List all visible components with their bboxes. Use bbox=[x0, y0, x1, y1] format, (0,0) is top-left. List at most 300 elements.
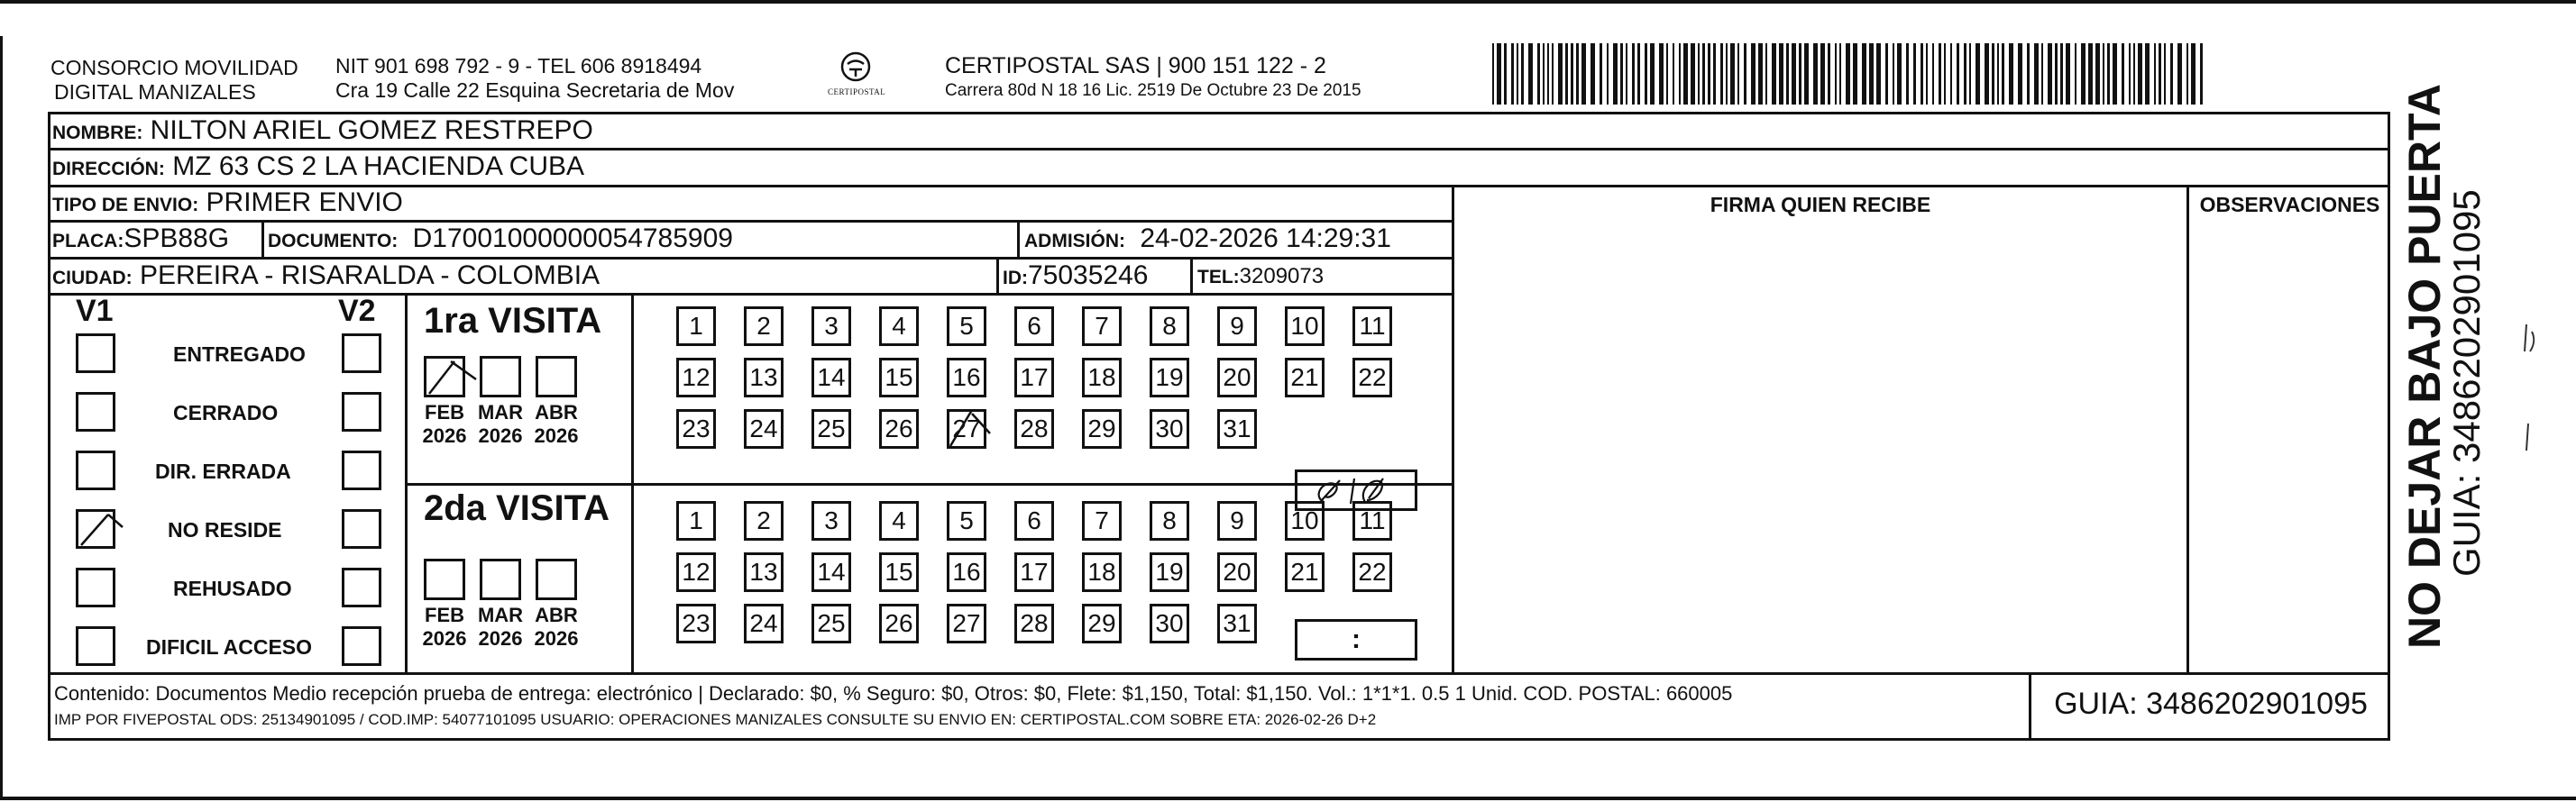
barcode-bar bbox=[1869, 43, 1874, 105]
first-visit-day[interactable] bbox=[1150, 358, 1189, 397]
company-address: Cra 19 Calle 22 Esquina Secretaria de Mov bbox=[335, 78, 735, 102]
day-number: 3 bbox=[824, 506, 839, 534]
day-number: 19 bbox=[1155, 558, 1184, 586]
day-number: 11 bbox=[1359, 312, 1386, 340]
day-number: 1 bbox=[689, 506, 703, 534]
day-number: 10 bbox=[1290, 506, 1319, 534]
day-number: 12 bbox=[682, 363, 710, 391]
day-number: 31 bbox=[1223, 415, 1251, 442]
day-number: 24 bbox=[749, 415, 778, 442]
tipo-envio-value: PRIMER ENVIO bbox=[206, 187, 403, 217]
day-number: 16 bbox=[952, 363, 981, 391]
barcode-bar bbox=[1765, 43, 1767, 105]
barcode-bar bbox=[1713, 43, 1716, 105]
first-visit-day[interactable] bbox=[1217, 409, 1257, 449]
barcode-bar bbox=[1799, 43, 1801, 105]
second-visit-day[interactable] bbox=[744, 501, 784, 541]
status-label: REHUSADO bbox=[173, 577, 292, 600]
first-visit-day[interactable] bbox=[1217, 358, 1257, 397]
observaciones-header: OBSERVACIONES bbox=[2199, 193, 2380, 216]
barcode-bar bbox=[1820, 43, 1825, 105]
side-warning: NO DEJAR BAJO PUERTA bbox=[2399, 84, 2450, 649]
first-visit-day[interactable] bbox=[947, 358, 986, 397]
v2-checkbox[interactable] bbox=[342, 568, 381, 607]
second-visit-day[interactable] bbox=[1150, 501, 1189, 541]
day-number: 26 bbox=[885, 415, 913, 442]
day-number: 18 bbox=[1087, 558, 1116, 586]
first-visit-day[interactable] bbox=[1352, 358, 1392, 397]
first-visit-day[interactable] bbox=[1285, 358, 1325, 397]
day-number: 30 bbox=[1155, 609, 1184, 637]
barcode-bar bbox=[1637, 43, 1640, 105]
tipo-envio-label: TIPO DE ENVIO: bbox=[52, 195, 199, 215]
barcode-bar bbox=[1804, 43, 1809, 105]
barcode-bar bbox=[2095, 43, 2100, 105]
first-visit-day[interactable] bbox=[1285, 306, 1325, 346]
barcode-bar bbox=[1950, 43, 1952, 105]
check-mark-icon bbox=[947, 406, 1010, 451]
month-caption bbox=[525, 604, 588, 651]
barcode-bar bbox=[1976, 43, 1980, 105]
barcode-bar bbox=[1985, 43, 1989, 105]
day-number: 30 bbox=[1155, 415, 1184, 442]
carrier-name: CERTIPOSTAL SAS | 900 151 122 - 2 bbox=[945, 53, 1326, 78]
day-number: 13 bbox=[749, 363, 778, 391]
v1-checkbox[interactable] bbox=[76, 568, 115, 607]
second-visit-day[interactable] bbox=[1352, 552, 1392, 592]
day-number: 10 bbox=[1290, 312, 1319, 340]
barcode-bar bbox=[1876, 43, 1881, 105]
day-number: 20 bbox=[1223, 363, 1251, 391]
barcode-bar bbox=[1926, 43, 1928, 105]
second-visit-day[interactable] bbox=[1285, 552, 1325, 592]
barcode-bar bbox=[2145, 43, 2150, 105]
certipostal-logo-icon bbox=[838, 50, 874, 83]
first-visit-day[interactable] bbox=[1014, 306, 1054, 346]
barcode-bar bbox=[1511, 43, 1514, 105]
first-visit-day[interactable] bbox=[1150, 306, 1189, 346]
day-number: 28 bbox=[1020, 609, 1049, 637]
barcode-bar bbox=[2018, 43, 2022, 105]
month-label: MAR bbox=[477, 401, 524, 424]
day-number: 11 bbox=[1359, 506, 1386, 534]
company-info-block bbox=[335, 54, 734, 103]
logo-text: CERTIPOSTAL bbox=[828, 87, 886, 96]
barcode-bar bbox=[2191, 43, 2196, 105]
barcode-bar bbox=[2186, 43, 2188, 105]
barcode-bar bbox=[2103, 43, 2104, 105]
day-number: 12 bbox=[682, 558, 710, 586]
day-number: 28 bbox=[1020, 415, 1049, 442]
day-number: 16 bbox=[952, 558, 981, 586]
barcode-bar bbox=[1517, 43, 1518, 105]
admision-label: ADMISIÓN: bbox=[1024, 231, 1125, 251]
barcode-bar bbox=[1853, 43, 1857, 105]
check-mark-icon bbox=[76, 509, 148, 549]
month-label: MAR bbox=[477, 604, 524, 626]
day-number: 2 bbox=[756, 312, 771, 340]
barcode-bar bbox=[1702, 43, 1705, 105]
day-number: 4 bbox=[892, 312, 906, 340]
barcode-bar bbox=[1581, 43, 1586, 105]
page-top-rule bbox=[0, 0, 2576, 4]
tel-value: 3209073 bbox=[1239, 264, 1325, 288]
barcode-bar bbox=[1813, 43, 1818, 105]
barcode-bar bbox=[1679, 43, 1681, 105]
barcode-bar bbox=[1792, 43, 1796, 105]
day-number: 25 bbox=[817, 609, 846, 637]
second-visit-day[interactable] bbox=[811, 604, 851, 643]
day-number: 21 bbox=[1290, 558, 1319, 586]
page-left-rule bbox=[0, 36, 3, 800]
barcode-bar bbox=[1528, 43, 1533, 105]
month-caption bbox=[469, 604, 532, 651]
v2-checkbox[interactable] bbox=[342, 392, 381, 432]
barcode-bar bbox=[1547, 43, 1549, 105]
month-year-label: 2026 bbox=[422, 627, 467, 650]
day-number: 5 bbox=[959, 312, 974, 340]
barcode-bar bbox=[1565, 43, 1568, 105]
barcode-bar bbox=[2060, 43, 2063, 105]
day-number: 23 bbox=[682, 609, 710, 637]
day-number: 29 bbox=[1087, 415, 1116, 442]
barcode-bar bbox=[2133, 43, 2135, 105]
barcode-bar bbox=[2200, 43, 2203, 105]
first-visit-day[interactable] bbox=[947, 409, 986, 449]
day-number: 19 bbox=[1155, 363, 1184, 391]
month-label: ABR bbox=[535, 604, 578, 626]
rule-before-footer bbox=[48, 672, 2390, 675]
month-year-label: 2026 bbox=[478, 424, 523, 447]
day-number: 26 bbox=[885, 609, 913, 637]
rule-firma-left bbox=[1452, 185, 1454, 672]
month-year-label: 2026 bbox=[534, 424, 579, 447]
v1-header: V1 bbox=[76, 294, 114, 328]
barcode-bar bbox=[1921, 43, 1923, 105]
day-number: 22 bbox=[1358, 558, 1387, 586]
barcode-bar bbox=[1673, 43, 1674, 105]
first-visit-day[interactable] bbox=[744, 409, 784, 449]
second-visit-day[interactable] bbox=[676, 501, 716, 541]
barcode-bar bbox=[1521, 43, 1524, 105]
first-visit-day[interactable] bbox=[676, 306, 716, 346]
barcode-bar bbox=[1659, 43, 1664, 105]
day-number: 17 bbox=[1020, 363, 1049, 391]
first-visit-day[interactable] bbox=[811, 409, 851, 449]
barcode-bar bbox=[1626, 43, 1627, 105]
first-visit-day[interactable] bbox=[1014, 358, 1054, 397]
company-name-line2: DIGITAL MANIZALES bbox=[54, 80, 256, 104]
day-number: 20 bbox=[1223, 558, 1251, 586]
barcode-bar bbox=[1607, 43, 1609, 105]
barcode-bar bbox=[1964, 43, 1966, 105]
second-visit-month-box[interactable] bbox=[536, 559, 577, 600]
barcode-bar bbox=[1828, 43, 1830, 105]
first-visit-day[interactable] bbox=[1014, 409, 1054, 449]
first-visit-month-box[interactable] bbox=[536, 356, 577, 397]
second-visit-day[interactable] bbox=[811, 552, 851, 592]
barcode-bar bbox=[1620, 43, 1623, 105]
barcode-bar bbox=[2009, 43, 2013, 105]
barcode-bar bbox=[1591, 43, 1595, 105]
barcode-bar bbox=[1726, 43, 1728, 105]
month-caption bbox=[525, 401, 588, 448]
barcode-bar bbox=[1720, 43, 1723, 105]
first-visit-day[interactable] bbox=[1082, 306, 1122, 346]
second-visit-day[interactable] bbox=[1082, 604, 1122, 643]
second-visit-day[interactable] bbox=[744, 604, 784, 643]
barcode-bar bbox=[1576, 43, 1579, 105]
first-visit-day[interactable] bbox=[676, 358, 716, 397]
rule-placa-doc bbox=[261, 220, 264, 257]
second-visit-day[interactable] bbox=[1150, 552, 1189, 592]
nombre-value: NILTON ARIEL GOMEZ RESTREPO bbox=[150, 115, 593, 145]
day-number: 24 bbox=[749, 609, 778, 637]
first-visit-day[interactable] bbox=[1082, 409, 1122, 449]
page-bottom-rule bbox=[0, 797, 2576, 800]
day-number: 2 bbox=[756, 506, 771, 534]
v1-checkbox[interactable] bbox=[76, 509, 115, 549]
day-number: 23 bbox=[682, 415, 710, 442]
v1-checkbox[interactable] bbox=[76, 451, 115, 490]
barcode-bar bbox=[1691, 43, 1695, 105]
day-number: 21 bbox=[1290, 363, 1319, 391]
second-visit-day[interactable] bbox=[676, 552, 716, 592]
month-label: ABR bbox=[535, 401, 578, 424]
month-label: FEB bbox=[425, 604, 464, 626]
barcode-bar bbox=[1992, 43, 1994, 105]
second-visit-day[interactable] bbox=[947, 501, 986, 541]
placa-label: PLACA: bbox=[52, 231, 124, 251]
id-field bbox=[1003, 260, 1148, 291]
barcode-bar bbox=[1600, 43, 1602, 105]
rule-status-visits bbox=[405, 293, 408, 672]
barcode-bar bbox=[1737, 43, 1739, 105]
barcode-bar bbox=[2107, 43, 2110, 105]
day-number: 7 bbox=[1095, 312, 1109, 340]
barcode-bar bbox=[1571, 43, 1573, 105]
rule-ciudad-id bbox=[996, 257, 999, 293]
day-number: 18 bbox=[1087, 363, 1116, 391]
barcode-bar bbox=[1758, 43, 1763, 105]
day-number: 9 bbox=[1230, 312, 1244, 340]
day-number: 14 bbox=[817, 363, 846, 391]
first-visit-day[interactable] bbox=[879, 409, 919, 449]
first-visit-day[interactable] bbox=[879, 306, 919, 346]
barcode-bar bbox=[1885, 43, 1888, 105]
second-visit-time-box bbox=[1295, 619, 1417, 661]
status-label: NO RESIDE bbox=[168, 518, 282, 542]
day-number: 17 bbox=[1020, 558, 1049, 586]
barcode-bar bbox=[2048, 43, 2052, 105]
company-name-line1: CONSORCIO MOVILIDAD bbox=[50, 56, 298, 79]
documento-label: DOCUMENTO: bbox=[268, 231, 399, 251]
day-number: 5 bbox=[959, 506, 974, 534]
second-visit-day[interactable] bbox=[1014, 604, 1054, 643]
month-year-label: 2026 bbox=[478, 627, 523, 650]
barcode-bar bbox=[1893, 43, 1894, 105]
barcode-bar bbox=[2041, 43, 2043, 105]
second-visit-day[interactable] bbox=[947, 552, 986, 592]
barcode-bar bbox=[1730, 43, 1735, 105]
placa-field bbox=[52, 223, 229, 254]
status-label: ENTREGADO bbox=[173, 342, 306, 366]
v2-checkbox[interactable] bbox=[342, 333, 381, 373]
ciudad-label: CIUDAD: bbox=[52, 268, 133, 288]
first-visit-day[interactable] bbox=[1352, 306, 1392, 346]
first-visit-day[interactable] bbox=[676, 409, 716, 449]
second-visit-month-box[interactable] bbox=[424, 559, 465, 600]
second-visit-day[interactable] bbox=[879, 604, 919, 643]
second-visit-day[interactable] bbox=[676, 604, 716, 643]
ciudad-field bbox=[52, 260, 600, 291]
second-visit-day[interactable] bbox=[1217, 552, 1257, 592]
barcode-bar bbox=[1779, 43, 1783, 105]
barcode-bar bbox=[2154, 43, 2156, 105]
first-visit-month-box[interactable] bbox=[424, 356, 465, 397]
barcode-bar bbox=[1997, 43, 1999, 105]
month-year-label: 2026 bbox=[422, 424, 467, 447]
v2-checkbox[interactable] bbox=[342, 451, 381, 490]
barcode-bar bbox=[2075, 43, 2076, 105]
month-caption bbox=[469, 401, 532, 448]
barcode-bar bbox=[2088, 43, 2093, 105]
company-block bbox=[50, 56, 298, 105]
barcode-bar bbox=[1772, 43, 1776, 105]
rule-id-tel bbox=[1190, 257, 1193, 293]
v2-checkbox[interactable] bbox=[342, 509, 381, 549]
rule-after-nombre bbox=[48, 148, 2390, 150]
barcode-bar bbox=[1897, 43, 1902, 105]
second-visit-day[interactable] bbox=[811, 501, 851, 541]
second-visit-day[interactable] bbox=[1150, 604, 1189, 643]
barcode-bar bbox=[2055, 43, 2058, 105]
second-visit-day[interactable] bbox=[1014, 501, 1054, 541]
first-visit-day[interactable] bbox=[947, 306, 986, 346]
v2-checkbox[interactable] bbox=[342, 626, 381, 666]
second-visit-day[interactable] bbox=[1014, 552, 1054, 592]
v2-header: V2 bbox=[338, 294, 376, 328]
carrier-address: Carrera 80d N 18 16 Lic. 2519 De Octubre 23 De 2015 bbox=[945, 81, 1361, 100]
rule-obs-left bbox=[2186, 185, 2189, 672]
tel-field bbox=[1197, 264, 1324, 289]
barcode-bar bbox=[1543, 43, 1545, 105]
rule-after-ciudad bbox=[48, 293, 1454, 296]
barcode-bar bbox=[2170, 43, 2173, 105]
barcode-bar bbox=[1969, 43, 1971, 105]
second-visit-day[interactable] bbox=[1217, 604, 1257, 643]
day-number: 27 bbox=[952, 609, 981, 637]
barcode-bar bbox=[1504, 43, 1507, 105]
second-visit-day[interactable] bbox=[947, 604, 986, 643]
first-visit-day[interactable] bbox=[1217, 306, 1257, 346]
documento-field bbox=[268, 223, 733, 254]
barcode-bar bbox=[1492, 43, 1494, 105]
barcode-bar bbox=[1744, 43, 1746, 105]
second-visit-day[interactable] bbox=[1082, 501, 1122, 541]
barcode-bar bbox=[1944, 43, 1946, 105]
day-number: 6 bbox=[1027, 312, 1041, 340]
barcode-bar bbox=[1708, 43, 1710, 105]
barcode bbox=[1492, 43, 2214, 105]
first-visit-day[interactable] bbox=[1150, 409, 1189, 449]
status-label: DIFICIL ACCESO bbox=[146, 635, 313, 659]
month-caption bbox=[413, 401, 476, 448]
tipo-envio-field bbox=[52, 187, 403, 218]
first-visit-day[interactable] bbox=[744, 306, 784, 346]
ciudad-value: PEREIRA - RISARALDA - COLOMBIA bbox=[140, 260, 600, 290]
status-label: DIR. ERRADA bbox=[155, 460, 291, 483]
barcode-bar bbox=[1786, 43, 1789, 105]
barcode-bar bbox=[1939, 43, 1941, 105]
v1-checkbox[interactable] bbox=[76, 626, 115, 666]
carrier-block bbox=[945, 52, 1361, 103]
footer-impresion: IMP POR FIVEPOSTAL ODS: 25134901095 / COD.IMP: 54077101095 USUARIO: OPERACIONES MANIZALES CONSULTE SU ENVIO EN: CERTIPOSTAL.COM SOBRE ETA: 2026-02-26 D+2 bbox=[54, 711, 1377, 728]
day-number: 1 bbox=[689, 312, 703, 340]
rule-doc-admision bbox=[1017, 220, 1020, 257]
margin-pencil-marks bbox=[2516, 306, 2552, 451]
footer-guia: GUIA: 3486202901095 bbox=[2054, 687, 2368, 721]
first-visit-day[interactable] bbox=[811, 358, 851, 397]
barcode-bar bbox=[2129, 43, 2131, 105]
barcode-bar bbox=[1650, 43, 1655, 105]
first-visit-day[interactable] bbox=[1082, 358, 1122, 397]
direccion-label: DIRECCIÓN: bbox=[52, 159, 165, 179]
v1-checkbox[interactable] bbox=[76, 333, 115, 373]
first-visit-day[interactable] bbox=[879, 358, 919, 397]
barcode-bar bbox=[1862, 43, 1866, 105]
admision-field bbox=[1024, 223, 1391, 254]
v1-checkbox[interactable] bbox=[76, 392, 115, 432]
first-visit-month-box[interactable] bbox=[480, 356, 521, 397]
day-number: 25 bbox=[817, 415, 846, 442]
day-number: 3 bbox=[824, 312, 839, 340]
barcode-bar bbox=[1932, 43, 1934, 105]
company-nit: NIT 901 698 792 - 9 - TEL 606 8918494 bbox=[335, 54, 702, 77]
second-visit-day[interactable] bbox=[879, 501, 919, 541]
id-label: ID: bbox=[1003, 268, 1028, 288]
month-year-label: 2026 bbox=[534, 627, 579, 650]
second-visit-time: : bbox=[1352, 624, 1361, 654]
second-visit-day[interactable] bbox=[1217, 501, 1257, 541]
day-number: 8 bbox=[1162, 312, 1177, 340]
second-visit-month-box[interactable] bbox=[480, 559, 521, 600]
day-number: 31 bbox=[1223, 609, 1251, 637]
placa-value: SPB88G bbox=[124, 223, 230, 253]
admision-value: 24-02-2026 14:29:31 bbox=[1140, 223, 1391, 253]
direccion-value: MZ 63 CS 2 LA HACIENDA CUBA bbox=[172, 151, 584, 181]
barcode-bar bbox=[2027, 43, 2030, 105]
barcode-bar bbox=[1558, 43, 1563, 105]
first-visit-day[interactable] bbox=[744, 358, 784, 397]
direccion-field bbox=[52, 151, 584, 182]
handwritten-time-icon bbox=[1295, 469, 1417, 511]
second-visit-day[interactable] bbox=[879, 552, 919, 592]
barcode-bar bbox=[2164, 43, 2166, 105]
day-number: 15 bbox=[885, 558, 913, 586]
first-visit-time-box bbox=[1295, 469, 1417, 511]
barcode-bar bbox=[1683, 43, 1688, 105]
barcode-bar bbox=[1751, 43, 1756, 105]
first-visit-day[interactable] bbox=[811, 306, 851, 346]
day-number: 6 bbox=[1027, 506, 1041, 534]
barcode-bar bbox=[1913, 43, 1916, 105]
barcode-bar bbox=[1497, 43, 1501, 105]
second-visit-day[interactable] bbox=[1082, 552, 1122, 592]
barcode-bar bbox=[1846, 43, 1850, 105]
footer-contenido: Contenido: Documentos Medio recepción prueba de entrega: electrónico | Declarado: $0, % Seguro: $0, Otros: $0, Flete: $1,150, Total: $1,150. Vol.: 1*1*1. 0.5 1 Unid. COD. POSTAL: 660005 bbox=[54, 682, 1733, 705]
second-visit-day[interactable] bbox=[744, 552, 784, 592]
